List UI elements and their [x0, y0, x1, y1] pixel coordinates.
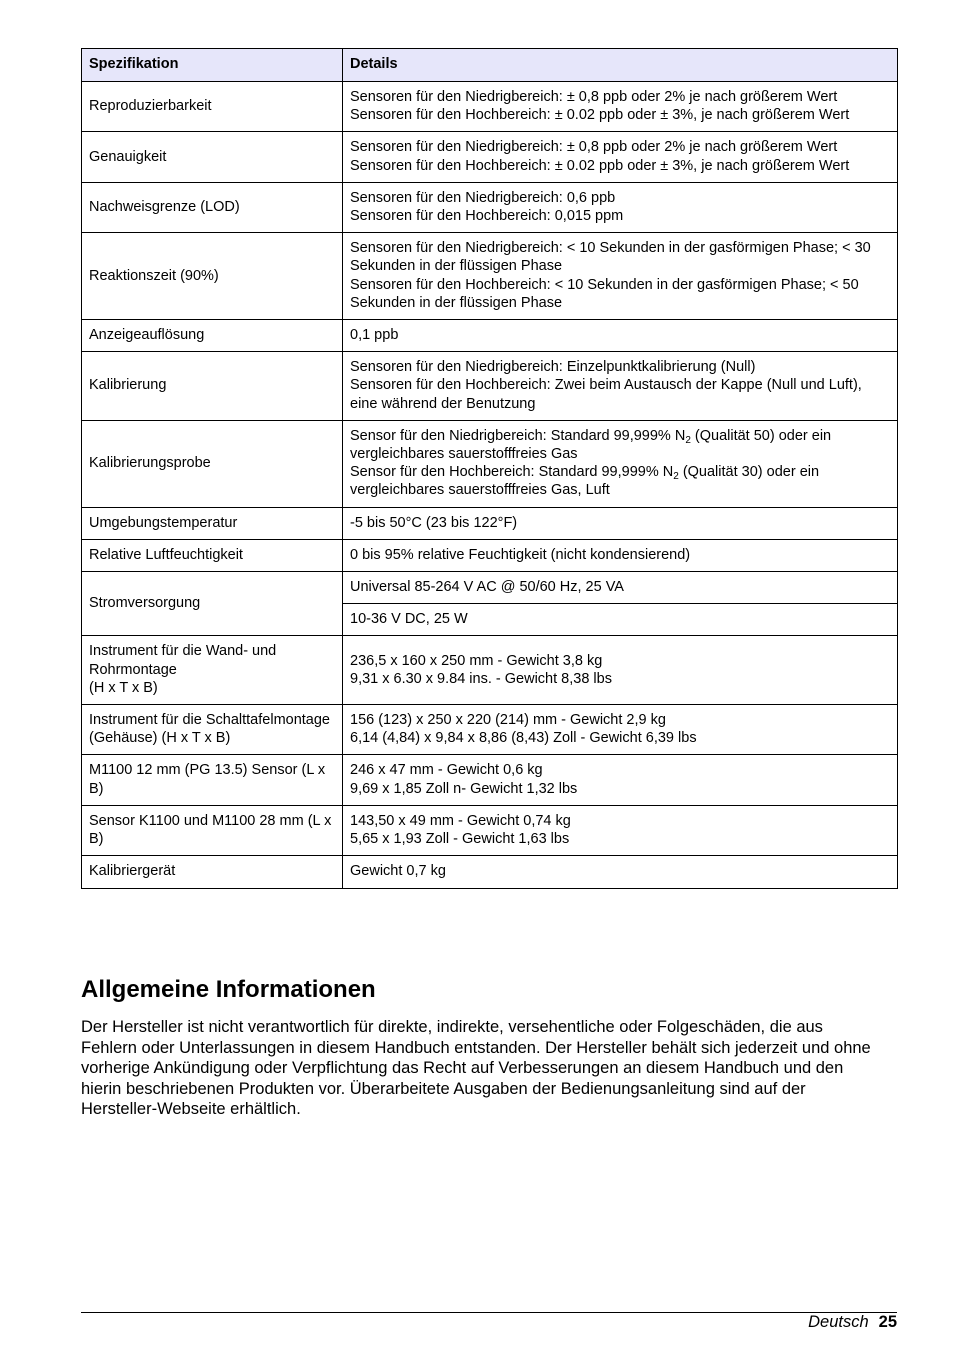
- spec-label: Stromversorgung: [82, 572, 343, 636]
- spec-details: [343, 805, 898, 855]
- subscript: 2: [673, 471, 679, 483]
- spec-details: 0,1 ppb: [343, 320, 898, 352]
- detail-line: Sensoren für den Hochbereich: < 10 Sekunden in der gasförmigen Phase; < 50 Sekunden in der flüssigen Phase: [350, 276, 859, 311]
- spec-details: [343, 132, 898, 182]
- table-row: [82, 755, 898, 805]
- detail-line: Sensoren für den Niedrigbereich: < 10 Sekunden in der gasförmigen Phase; < 30 Sekunden in der flüssigen Phase: [350, 240, 871, 275]
- page-number: 25: [878, 1313, 897, 1331]
- specifications-table: [81, 48, 898, 889]
- table-row: [82, 82, 898, 132]
- table-header-row: [82, 49, 898, 82]
- spec-details: Universal 85-264 V AC @ 50/60 Hz, 25 VA: [343, 572, 898, 604]
- spec-label: Kalibriergerät: [82, 856, 343, 888]
- table-row: [82, 856, 898, 888]
- spec-label: [82, 705, 343, 755]
- detail-text: (Qualität 30) oder ein vergleichbares sauerstofffreies Gas, Luft: [350, 464, 820, 499]
- table-row: [82, 805, 898, 855]
- spec-details: [343, 233, 898, 320]
- spec-details: [343, 755, 898, 805]
- table-row: [82, 182, 898, 232]
- table-row: [82, 233, 898, 320]
- header-specification: Spezifikation: [82, 49, 343, 82]
- spec-label: Kalibrierung: [82, 352, 343, 421]
- section-heading: Allgemeine Informationen: [81, 976, 376, 1003]
- spec-label: Nachweisgrenze (LOD): [82, 182, 343, 232]
- spec-label: Sensor K1100 und M1100 28 mm (L x B): [82, 805, 343, 855]
- subscript: 2: [685, 434, 691, 446]
- spec-label: [82, 636, 343, 705]
- header-details: Details: [343, 49, 898, 82]
- table-row: [82, 572, 898, 604]
- detail-line: 9,69 x 1,85 Zoll n- Gewicht 1,32 lbs: [350, 780, 578, 797]
- detail-line: Sensoren für den Hochbereich: 0,015 ppm: [350, 208, 624, 225]
- spec-details: 10-36 V DC, 25 W: [343, 604, 898, 636]
- table-row: [82, 539, 898, 571]
- spec-label: Relative Luftfeuchtigkeit: [82, 539, 343, 571]
- detail-line: 246 x 47 mm - Gewicht 0,6 kg: [350, 762, 543, 779]
- spec-label: Umgebungstemperatur: [82, 507, 343, 539]
- footer-language: Deutsch: [808, 1313, 869, 1331]
- detail-line: [350, 463, 890, 499]
- table-row: [82, 420, 898, 507]
- detail-line: 156 (123) x 250 x 220 (214) mm - Gewicht 2,9 kg: [350, 712, 666, 729]
- detail-line: 143,50 x 49 mm - Gewicht 0,74 kg: [350, 812, 571, 829]
- section-paragraph: Der Hersteller ist nicht verantwortlich für direkte, indirekte, versehentliche oder Folgeschäden, die aus Fehlern oder Unterlassungen in diesem Handbuch entstanden. Der Hersteller behält sich jederzeit und ohne vorherige Ankündigung oder Verpflichtung das Recht auf Verbesserungen an diesem Handbuch und den hierin beschriebenen Produkten vor. Überarbeitete Ausgaben der Bedienungsanleitung sind auf der Hersteller-Webseite erhältlich.: [81, 1018, 871, 1118]
- table-row: [82, 705, 898, 755]
- detail-text: (Qualität 50) oder ein vergleichbares sauerstofffreies Gas: [350, 427, 832, 463]
- spec-details: [343, 705, 898, 755]
- label-line: (Gehäuse) (H x T x B): [89, 730, 231, 747]
- detail-line: Sensoren für den Hochbereich: ± 0.02 ppb oder ± 3%, je nach größerem Wert: [350, 107, 850, 124]
- page-footer: [808, 1311, 897, 1333]
- detail-line: 6,14 (4,84) x 9,84 x 8,86 (8,43) Zoll - Gewicht 6,39 lbs: [350, 730, 697, 747]
- table-row: [82, 507, 898, 539]
- spec-details: Gewicht 0,7 kg: [343, 856, 898, 888]
- footer-divider: [81, 1312, 897, 1313]
- detail-line: Sensoren für den Niedrigbereich: 0,6 ppb: [350, 189, 616, 206]
- spec-details: -5 bis 50°C (23 bis 122°F): [343, 507, 898, 539]
- detail-line: Sensoren für den Niedrigbereich: Einzelpunktkalibrierung (Null): [350, 359, 756, 376]
- detail-text: Sensor für den Hochbereich: Standard 99,999% N: [350, 464, 674, 481]
- table-row: [82, 132, 898, 182]
- spec-label: Genauigkeit: [82, 132, 343, 182]
- spec-label: Reaktionszeit (90%): [82, 233, 343, 320]
- spec-details: [343, 82, 898, 132]
- detail-line: 236,5 x 160 x 250 mm - Gewicht 3,8 kg: [350, 652, 603, 669]
- detail-line: 9,31 x 6.30 x 9.84 ins. - Gewicht 8,38 lbs: [350, 670, 612, 687]
- spec-label: Kalibrierungsprobe: [82, 420, 343, 507]
- detail-line: Sensoren für den Niedrigbereich: ± 0,8 ppb oder 2% je nach größerem Wert: [350, 89, 838, 105]
- label-line: (H x T x B): [89, 679, 158, 696]
- table-row: [82, 352, 898, 421]
- label-line: Instrument für die Schalttafelmontage: [89, 712, 330, 729]
- spec-label: M1100 12 mm (PG 13.5) Sensor (L x B): [82, 755, 343, 805]
- detail-line: Sensoren für den Hochbereich: Zwei beim Austausch der Kappe (Null und Luft), eine während der Benutzung: [350, 377, 862, 412]
- spec-label: Reproduzierbarkeit: [82, 82, 343, 132]
- detail-line: 5,65 x 1,93 Zoll - Gewicht 1,63 lbs: [350, 831, 570, 848]
- detail-line: Sensoren für den Niedrigbereich: ± 0,8 ppb oder 2% je nach größerem Wert: [350, 139, 838, 156]
- spec-details: 0 bis 95% relative Feuchtigkeit (nicht kondensierend): [343, 539, 898, 571]
- detail-line: [350, 427, 890, 463]
- label-line: Instrument für die Wand- und Rohrmontage: [89, 643, 277, 678]
- spec-details: [343, 420, 898, 507]
- spec-details: [343, 352, 898, 421]
- spec-details: [343, 182, 898, 232]
- spec-details: [343, 636, 898, 705]
- detail-text: Sensor für den Niedrigbereich: Standard 99,999% N: [350, 427, 686, 444]
- detail-line: Sensoren für den Hochbereich: ± 0.02 ppb oder ± 3%, je nach größerem Wert: [350, 157, 850, 174]
- spec-label: Anzeigeauflösung: [82, 320, 343, 352]
- table-row: [82, 636, 898, 705]
- table-row: [82, 320, 898, 352]
